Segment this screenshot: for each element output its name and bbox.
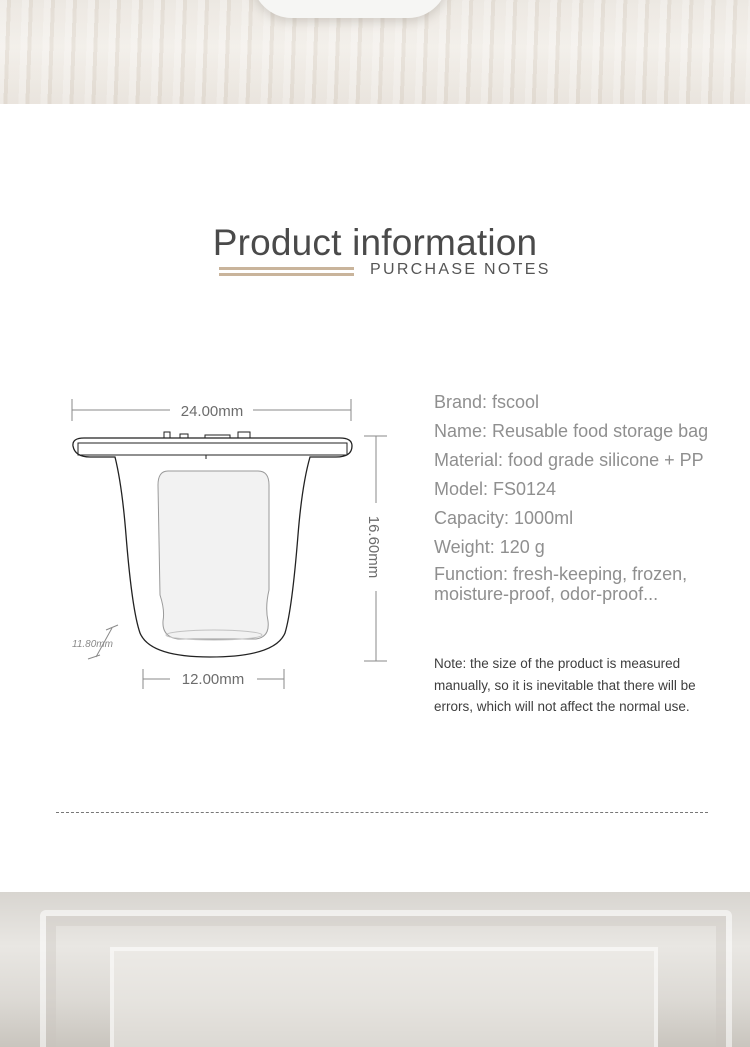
bottom-room-photo	[0, 892, 750, 1047]
spec-capacity: Capacity: 1000ml	[434, 508, 574, 528]
base-dimension-label: 12.00mm	[181, 671, 245, 688]
spec-material: Material: food grade silicone + PP	[434, 450, 704, 470]
page-title: Product information	[212, 222, 538, 263]
measurement-note: Note: the size of the product is measured manually, so it is inevitable that there will be errors, which will not affect the normal use.	[434, 656, 696, 714]
ceiling-panel	[110, 947, 658, 1047]
height-dimension-label: 16.60mm	[365, 515, 382, 579]
spec-model: Model: FS0124	[434, 479, 557, 499]
bag-dimension-diagram	[60, 385, 400, 705]
spec-weight: Weight: 120 g	[434, 537, 545, 557]
spec-name: Name: Reusable food storage bag	[434, 421, 709, 441]
spec-list	[434, 390, 734, 604]
depth-dimension-label: 11.80mm	[72, 639, 113, 650]
bag-outline-svg	[60, 385, 400, 705]
bowl-image	[252, 0, 448, 18]
spec-function: Function: fresh-keeping, frozen, moisture-proof, odor-proof...	[434, 564, 688, 604]
page-subtitle: PURCHASE NOTES	[370, 261, 551, 278]
top-product-photo	[0, 0, 750, 104]
dashed-divider	[56, 812, 708, 813]
width-dimension-label: 24.00mm	[180, 403, 244, 420]
spec-brand: Brand: fscool	[434, 392, 540, 412]
title-decoration-line	[219, 267, 354, 275]
